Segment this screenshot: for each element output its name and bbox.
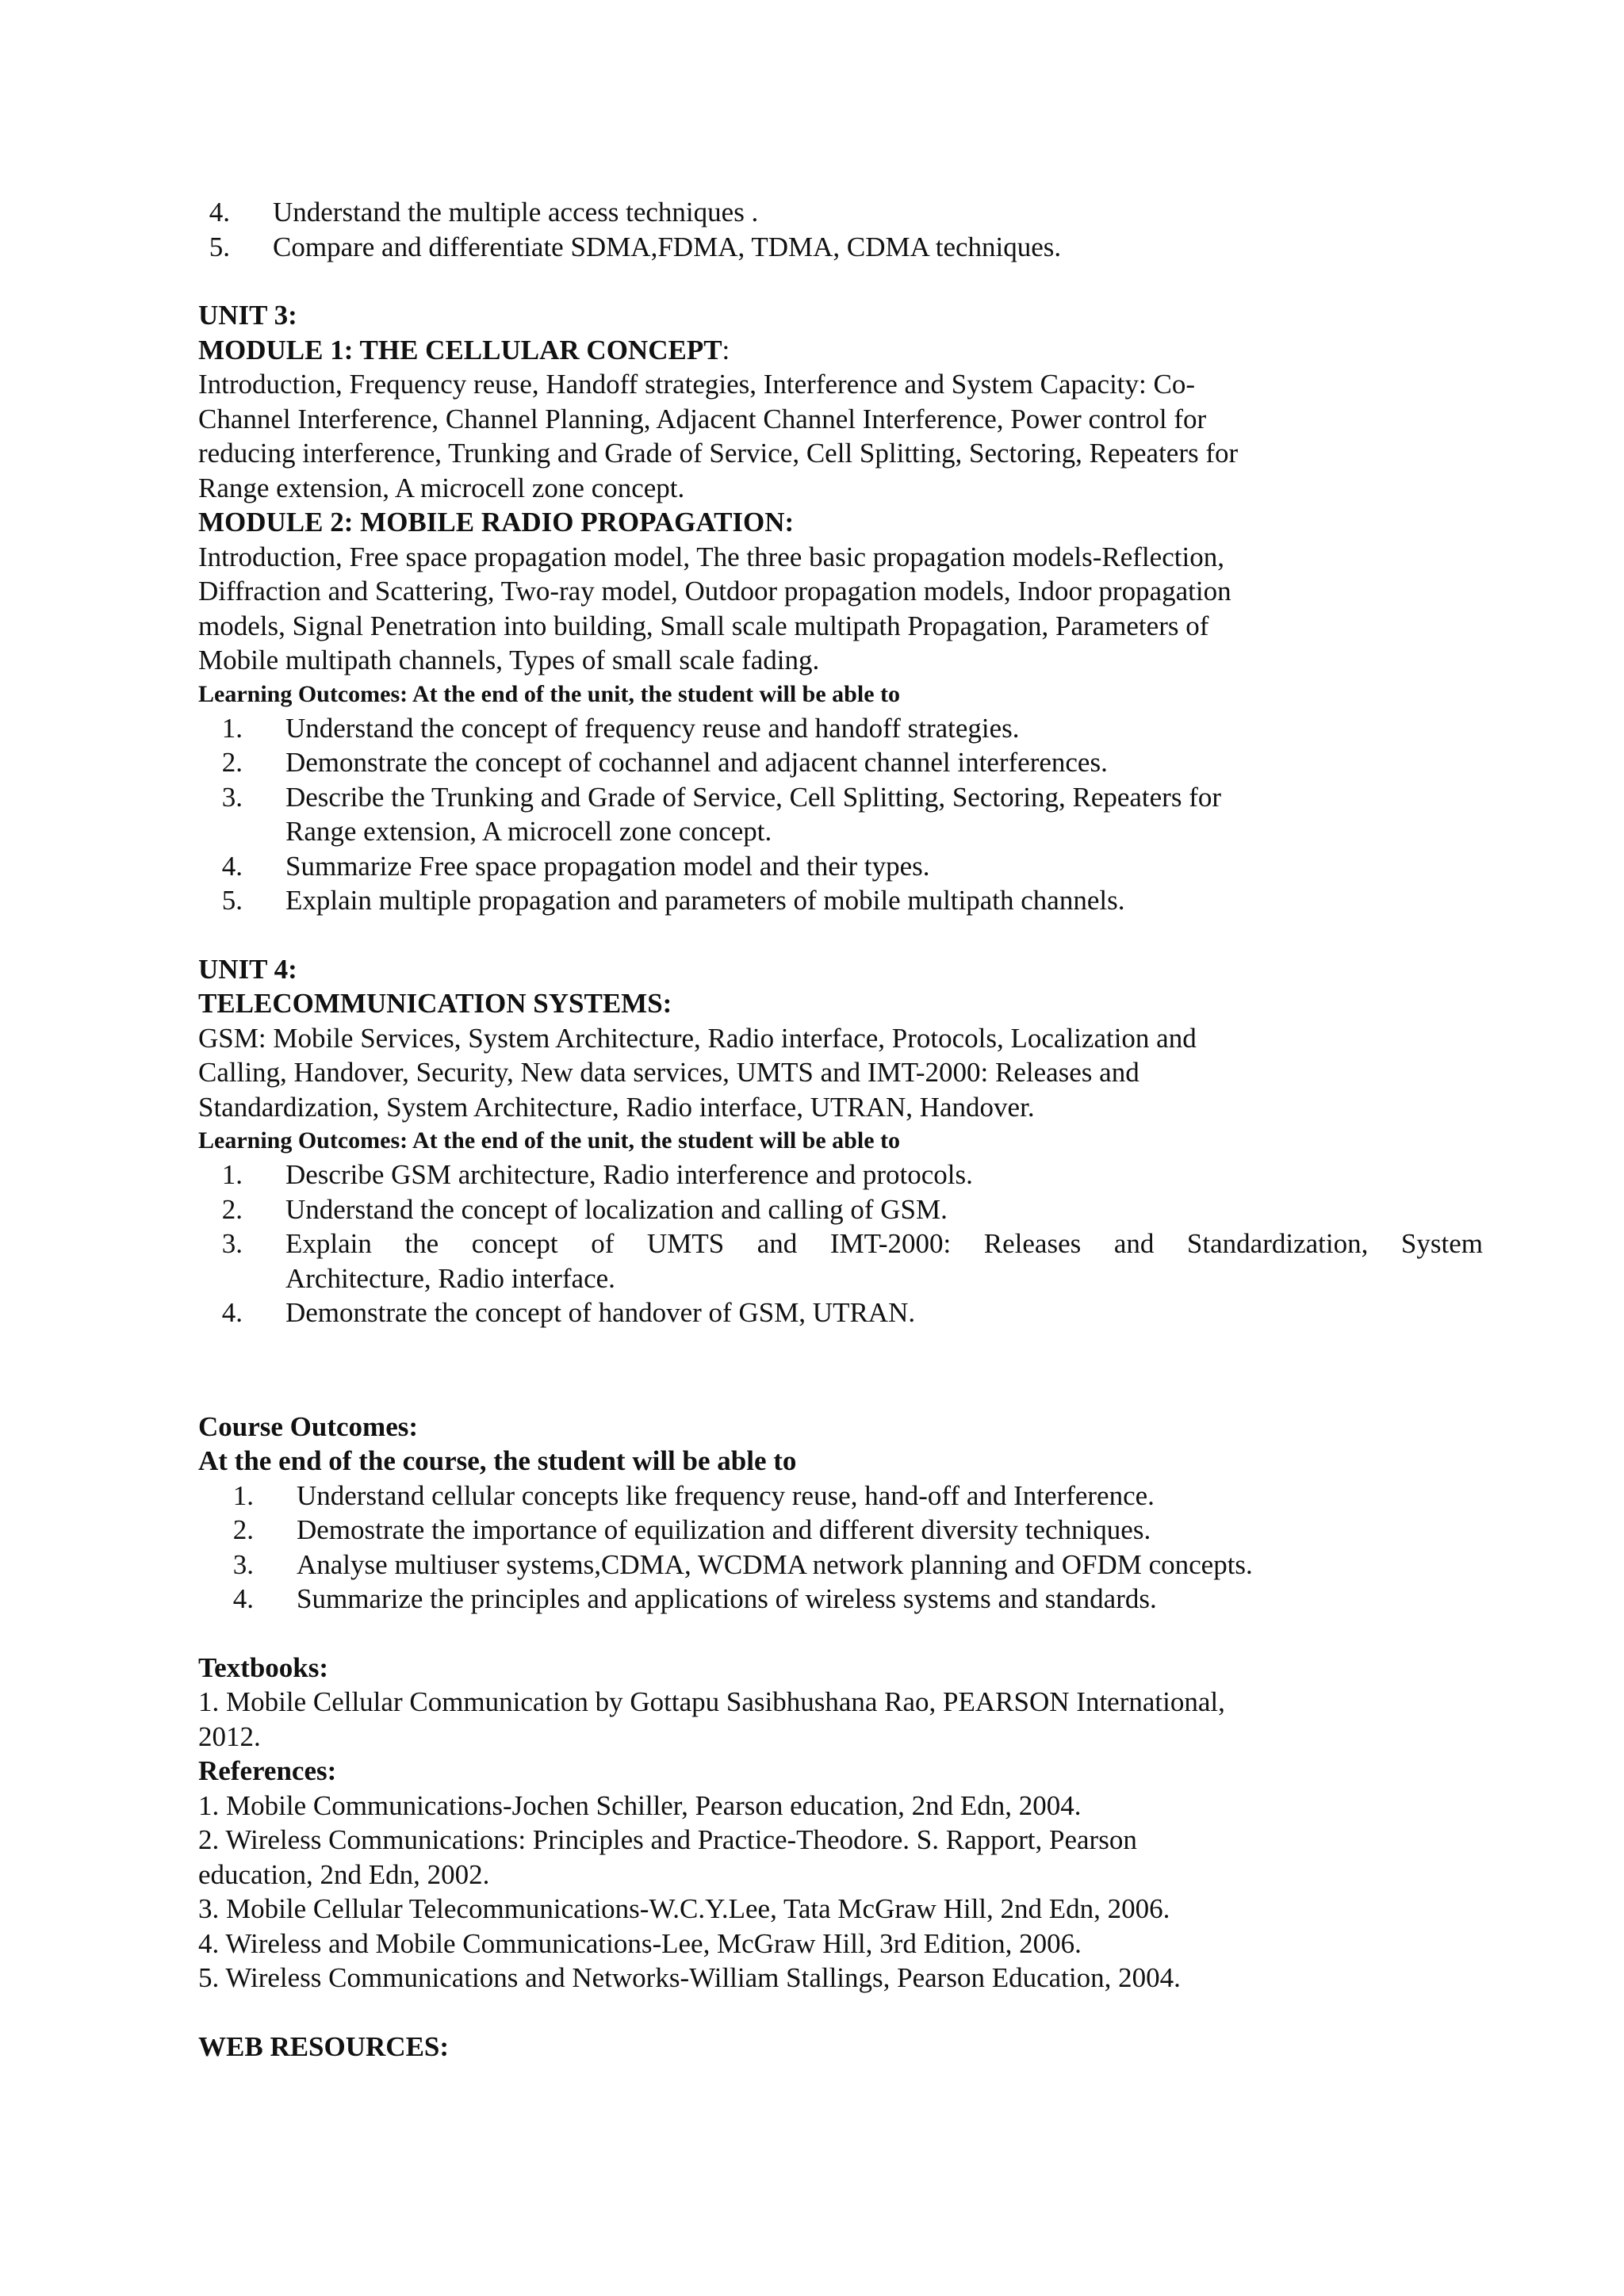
list-text: Explain multiple propagation and parameters of mobile multipath channels. — [285, 885, 1125, 916]
list-item — [198, 1158, 1483, 1192]
list-item — [198, 1548, 1483, 1582]
textbook-line: 1. Mobile Cellular Communication by Gottapu Sasibhushana Rao, PEARSON International, — [198, 1686, 1225, 1717]
unit3-module2-heading: MODULE 2: MOBILE RADIO PROPAGATION: — [198, 507, 795, 538]
spacer — [198, 1617, 1483, 1651]
list-item — [198, 1192, 1483, 1227]
list-number: 4. — [232, 1583, 254, 1614]
list-item — [198, 1295, 1483, 1330]
list-number: 2. — [232, 1514, 254, 1545]
unit4-line: GSM: Mobile Services, System Architecture, Radio interface, Protocols, Localization and — [198, 1022, 1197, 1054]
textbooks-title: Textbooks: — [198, 1651, 329, 1683]
reference-line: 5. Wireless Communications and Networks-William Stallings, Pearson Education, 2004. — [198, 1962, 1181, 1993]
list-number: 5. — [221, 885, 243, 916]
list-text-continued: Range extension, A microcell zone concept. — [285, 816, 772, 847]
list-item — [198, 1226, 1483, 1295]
list-item — [198, 883, 1483, 918]
reference-line: education, 2nd Edn, 2002. — [198, 1858, 490, 1890]
list-number: 2. — [221, 747, 243, 778]
module1-colon: : — [722, 334, 730, 365]
list-text: Demonstrate the concept of handover of GSM, UTRAN. — [285, 1297, 916, 1328]
unit4-section-heading: TELECOMMUNICATION SYSTEMS: — [198, 988, 672, 1019]
reference-line: 1. Mobile Communications-Jochen Schiller, Pearson education, 2nd Edn, 2004. — [198, 1789, 1082, 1821]
unit4-title: UNIT 4: — [198, 953, 297, 985]
course-outcomes-list — [198, 1479, 1483, 1617]
module2-line: models, Signal Penetration into building, Small scale multipath Propagation, Parameters of — [198, 610, 1209, 641]
spacer — [198, 1330, 1483, 1410]
unit4-line: Calling, Handover, Security, New data services, UMTS and IMT-2000: Releases and — [198, 1057, 1139, 1088]
list-item — [198, 1479, 1483, 1513]
list-text-continued: Architecture, Radio interface. — [285, 1262, 615, 1294]
textbook-line: 2012. — [198, 1720, 261, 1752]
list-text: Compare and differentiate SDMA,FDMA, TDMA, CDMA techniques. — [273, 231, 1062, 262]
list-item — [198, 230, 1483, 265]
unit3-module1-heading — [198, 333, 1483, 368]
list-number: 1. — [232, 1479, 254, 1511]
list-number: 4. — [209, 197, 230, 228]
list-text: Demostrate the importance of equilization and different diversity techniques. — [297, 1514, 1151, 1545]
reference-line: 3. Mobile Cellular Telecommunications-W.C.Y.Lee, Tata McGraw Hill, 2nd Edn, 2006. — [198, 1893, 1170, 1924]
list-text: Describe the Trunking and Grade of Service, Cell Splitting, Sectoring, Repeaters for — [285, 781, 1222, 813]
list-item — [198, 1582, 1483, 1617]
list-number: 5. — [209, 231, 230, 262]
list-text: Summarize the principles and applications of wireless systems and standards. — [297, 1583, 1157, 1614]
list-text: Summarize Free space propagation model and their types. — [285, 850, 930, 882]
top-outcome-list — [198, 195, 1483, 264]
spacer — [198, 264, 1483, 298]
list-number: 1. — [221, 712, 243, 744]
module2-line: Diffraction and Scattering, Two-ray model, Outdoor propagation models, Indoor propagation — [198, 576, 1231, 607]
list-item — [198, 849, 1483, 884]
list-number: 1. — [221, 1159, 243, 1190]
module1-line: Introduction, Frequency reuse, Handoff strategies, Interference and System Capacity: Co- — [198, 369, 1195, 400]
course-outcomes-subtitle: At the end of the course, the student will be able to — [198, 1445, 797, 1476]
web-resources-title: WEB RESOURCES: — [198, 2030, 450, 2062]
course-outcomes-title: Course Outcomes: — [198, 1410, 419, 1442]
list-number: 4. — [221, 1297, 243, 1328]
list-text: Understand the concept of frequency reuse and handoff strategies. — [285, 712, 1020, 744]
module1-title: MODULE 1: THE CELLULAR CONCEPT — [198, 334, 722, 365]
list-text: Explain the concept of UMTS and IMT-2000: Releases and Standardization, System — [285, 1228, 1483, 1259]
module2-line: Introduction, Free space propagation model, The three basic propagation models-Reflection, — [198, 541, 1224, 572]
spacer — [198, 918, 1483, 952]
references-title: References: — [198, 1755, 337, 1786]
unit4-line: Standardization, System Architecture, Radio interface, UTRAN, Handover. — [198, 1091, 1035, 1123]
module1-line: reducing interference, Trunking and Grade of Service, Cell Splitting, Sectoring, Repeaters for — [198, 438, 1239, 469]
list-text: Understand the concept of localization and calling of GSM. — [285, 1193, 948, 1225]
module2-line: Mobile multipath channels, Types of small scale fading. — [198, 645, 820, 675]
unit4-learning-outcomes-list — [198, 1158, 1483, 1330]
list-item — [198, 195, 1483, 230]
unit3-learning-outcomes-list — [198, 711, 1483, 918]
list-number: 3. — [232, 1548, 254, 1580]
spacer — [198, 1996, 1483, 2030]
module1-line: Channel Interference, Channel Planning, Adjacent Channel Interference, Power control for — [198, 403, 1207, 434]
unit4-learning-outcomes-heading: Learning Outcomes: At the end of the unit, the student will be able to — [198, 1127, 900, 1154]
reference-line: 4. Wireless and Mobile Communications-Lee, McGraw Hill, 3rd Edition, 2006. — [198, 1927, 1082, 1959]
list-number: 3. — [221, 1228, 243, 1259]
module1-line: Range extension, A microcell zone concept. — [198, 472, 685, 503]
list-item — [198, 745, 1483, 780]
list-text: Demonstrate the concept of cochannel and adjacent channel interferences. — [285, 747, 1108, 778]
list-item — [198, 1513, 1483, 1548]
list-item — [198, 780, 1483, 849]
unit3-title: UNIT 3: — [198, 300, 297, 331]
list-number: 4. — [221, 850, 243, 882]
document-page — [198, 195, 1483, 2064]
list-text: Analyse multiuser systems,CDMA, WCDMA network planning and OFDM concepts. — [297, 1548, 1253, 1580]
list-number: 2. — [221, 1193, 243, 1225]
list-text: Understand the multiple access techniques . — [273, 197, 759, 228]
list-item — [198, 711, 1483, 746]
list-number: 3. — [221, 781, 243, 813]
list-text: Describe GSM architecture, Radio interference and protocols. — [285, 1159, 973, 1190]
list-text: Understand cellular concepts like frequency reuse, hand-off and Interference. — [297, 1479, 1155, 1511]
reference-line: 2. Wireless Communications: Principles and Practice-Theodore. S. Rapport, Pearson — [198, 1824, 1137, 1855]
unit3-learning-outcomes-heading: Learning Outcomes: At the end of the unit, the student will be able to — [198, 680, 900, 707]
